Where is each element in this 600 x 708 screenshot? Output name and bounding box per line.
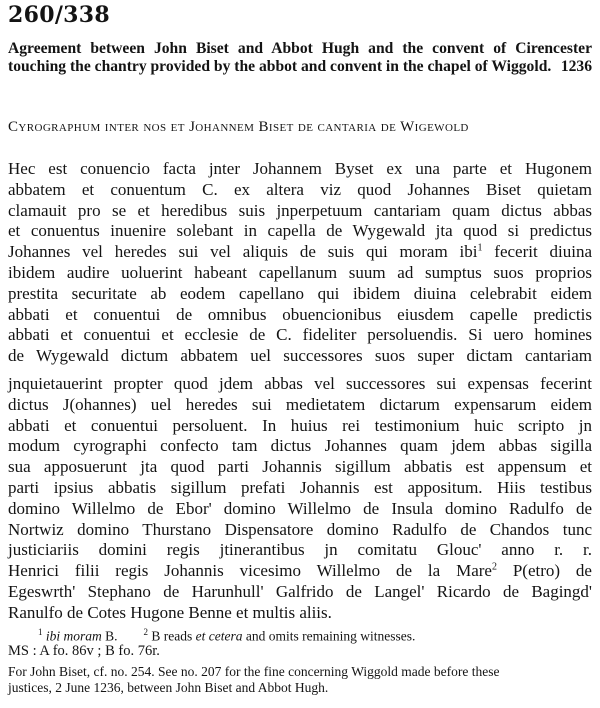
- footnote-number: 1: [38, 627, 43, 637]
- text-line: Ranulfo de Cotes Hugone Benne et multis aliis.: [8, 602, 332, 622]
- text-line: [8, 242, 592, 263]
- note-line: justices, 2 June 1236, between John Biset and Abbot Hugh.: [8, 680, 329, 695]
- text-fragment: P(etro) de: [496, 561, 592, 581]
- text-line: abbati et conuentui persoluent. In huius rei testimonium huic scripto jn: [8, 415, 592, 435]
- footnote-text: B.: [101, 628, 118, 644]
- text-fragment: fecerit diuina: [482, 242, 593, 262]
- text-fragment: Henrici filii regis Johannis vicesimo Willelmo de la Mare: [8, 561, 492, 581]
- text-line: Nortwiz domino Thurstano Dispensatore domino Radulfo de Chandos tunc: [8, 519, 592, 539]
- text-line: de Wygewald dictum abbatem uel successores suos super dictam cantariam: [8, 346, 592, 366]
- body-paragraph-1: [8, 159, 592, 367]
- text-line: justiciariis domini regis jtinerantibus jn comitatu Glouc' anno r. r.: [8, 540, 592, 560]
- note-line: For John Biset, cf. no. 254. See no. 207 for the fine concerning Wiggold made before these: [8, 664, 500, 679]
- footnote-text: B reads: [148, 628, 196, 644]
- text-line: abbati et conuentui de omnibus obuencionibus eiusdem capelle predictis: [8, 304, 592, 324]
- text-line: Egeswrth' Stephano de Harunhull' Galfrido de Langel' Ricardo de Bagingd': [8, 581, 592, 601]
- text-line: jnquietauerint propter quod jdem abbas vel successores sui expensas fecerint: [8, 374, 592, 393]
- text-line: parti ipsius abbatis sigillum prefati Johannis est appositum. Hiis testibus: [8, 477, 592, 497]
- summary-text: Agreement between John Biset and Abbot Hugh and the convent of Cirencester touching the chantry provided by the abbot and convent in the chapel of Wiggold.: [8, 40, 592, 75]
- text-line: abbatem et conuentum C. ex altera viz quod Johannes Biset quietam: [8, 179, 592, 199]
- text-line: ibidem audire uoluerint habeant capellanum suum ad sumptus suos proprios: [8, 262, 592, 282]
- body-paragraph-2: [8, 374, 592, 624]
- text-line: et conuentus inuenire solebant in capella de Wygewald jta quod si predictus: [8, 221, 592, 241]
- text-fragment: Johannes vel heredes sui vel aliquis de suis qui moram ibi: [8, 242, 478, 262]
- text-line: sua apposuerunt jta quod parti Johannis sigillum abbatis est appensum et: [8, 457, 592, 477]
- text-line: clamauit pro se et heredibus suis jnperpetuum cantariam quam dictus abbas: [8, 200, 592, 220]
- text-line: dictus J(ohannes) uel heredes sui medietatem dictarum expensarum eidem: [8, 394, 592, 414]
- text-line: modum cyrographi confecto tam dictus Johannes quam jdem abbas sigilla: [8, 436, 592, 456]
- text-line: abbati et conuentui et ecclesie de C. fideliter persoluendis. Si uero homines: [8, 325, 592, 345]
- footnote-marker: 1: [477, 242, 483, 254]
- text-line: domino Willelmo de Ebor' domino Willelmo de Insula domino Radulfo de: [8, 498, 592, 518]
- manuscript-sources: MS : A fo. 86v ; B fo. 76r.: [8, 643, 160, 659]
- text-line: prestita securitate ab eodem capellano qui ibidem diuina celebrabit eidem: [8, 283, 592, 303]
- footnote-marker: 2: [491, 561, 497, 573]
- document-summary: [8, 40, 592, 75]
- summary-date: 1236: [560, 57, 592, 75]
- footnote-number: 2: [143, 627, 149, 637]
- text-line: Hec est conuencio facta jnter Johannem Byset ex una parte et Hugonem: [8, 159, 592, 178]
- footnote-italic: ibi moram: [45, 628, 102, 644]
- footnote-italic: et cetera: [195, 628, 243, 644]
- document-number: 260/338: [8, 2, 110, 28]
- editorial-note: [8, 664, 592, 696]
- footnote-text: and omits remaining witnesses.: [242, 628, 416, 644]
- document-heading: Cyrographum inter nos et Johannem Biset de cantaria de Wigewold: [8, 119, 469, 135]
- text-line: [8, 561, 592, 582]
